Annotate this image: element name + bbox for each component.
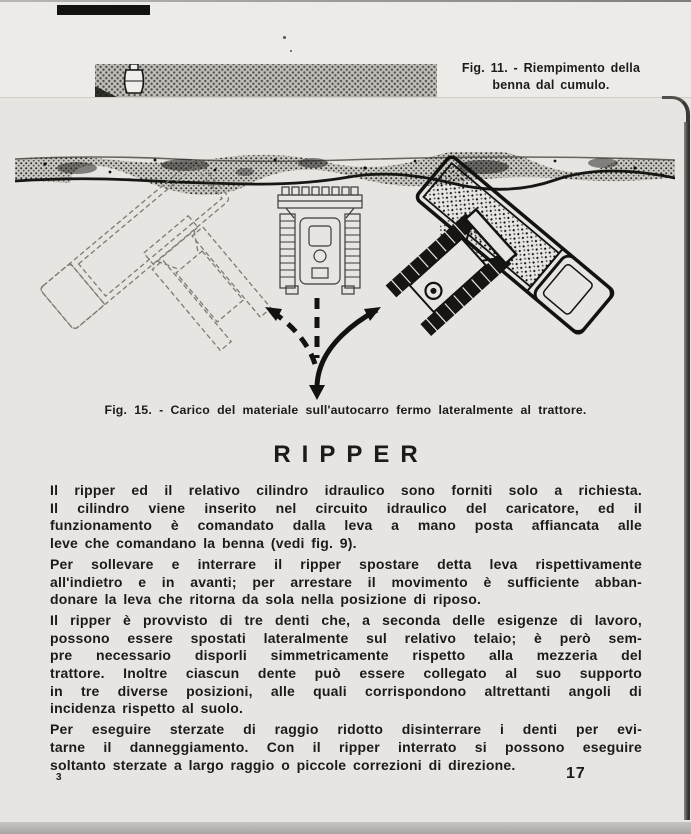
- body-text: [50, 482, 642, 777]
- fig15-caption: Fig. 15. - Carico del materiale sull'autocarro fermo lateralmente al trattore.: [104, 403, 587, 417]
- section-heading: RIPPER: [273, 441, 429, 468]
- top-black-bar: [57, 5, 150, 15]
- paragraph: [50, 556, 642, 609]
- fig11-caption-line2: benna dal cumulo.: [492, 78, 610, 92]
- fig11-photo-strip: [95, 64, 437, 97]
- paragraph: [50, 612, 642, 718]
- signature-mark: 3: [56, 772, 62, 783]
- text-line: funzionamento è comandato dalla leva a mano posta affiancata alle: [50, 517, 642, 534]
- text-line: Per sollevare e interrare il ripper spostare detta leva rispettivamente: [50, 555, 642, 572]
- page-right-edge: [684, 122, 690, 820]
- fig11-caption-line1: Fig. 11. - Riempimento della: [461, 61, 641, 75]
- text-line: possono essere spostati lateralmente sul relativo telaio; è però sem-: [50, 629, 642, 646]
- bucket-teeth: [282, 187, 358, 195]
- text-line: donare la leva che ritorna da sola nella posizione di riposo.: [50, 591, 482, 608]
- text-line: trattore. Inoltre ciascun dente può essere collegato al suo supporto: [50, 665, 642, 682]
- text-line: soltanto sterzate a largo raggio o piccole correzioni di direzione.: [50, 756, 516, 773]
- tractor-top-view: [278, 187, 362, 294]
- text-line: all'indietro e in avanti; per arrestare il movimento è sufficiente abban-: [50, 573, 642, 590]
- text-line: Per eseguire sterzate di raggio ridotto disinterrare i denti per evi-: [50, 721, 642, 738]
- paragraph: [50, 721, 642, 774]
- fig11-caption: [447, 60, 655, 94]
- text-line: Il ripper ed il relativo cilindro idraulico sono forniti solo a richiesta.: [50, 482, 642, 498]
- text-line: tarne il danneggiamento. Con il ripper interrato si possono eseguire: [50, 738, 642, 755]
- paper-speck: [290, 50, 292, 52]
- text-line: leve che comandano la benna (vedi fig. 9).: [50, 535, 357, 552]
- page-number: 17: [566, 765, 586, 782]
- text-line: in tre diverse posizioni, alle quali corrispondono altrettanti angoli di: [50, 682, 642, 699]
- text-line: incidenza rispetto al suolo.: [50, 700, 244, 717]
- paragraph: [50, 482, 642, 553]
- text-line: Il ripper è provvisto di tre denti che, a seconda delle esigenze di lavoro,: [50, 611, 642, 628]
- material-pile: [15, 152, 675, 195]
- halftone-strip-graphic: [95, 64, 437, 97]
- fig15-diagram: [15, 152, 675, 400]
- text-line: Il cilindro viene inserito nel circuito idraulico del caricatore, ed il: [50, 499, 642, 516]
- direction-arrows: [265, 298, 381, 400]
- page-top-edge: [0, 0, 691, 2]
- text-line: pre necessario disporli simmetricamente rispetto alla mezzeria del: [50, 647, 642, 664]
- page-bottom-edge: [0, 822, 691, 834]
- paper-speck: [283, 36, 286, 39]
- solid-arrowhead-down: [309, 385, 325, 400]
